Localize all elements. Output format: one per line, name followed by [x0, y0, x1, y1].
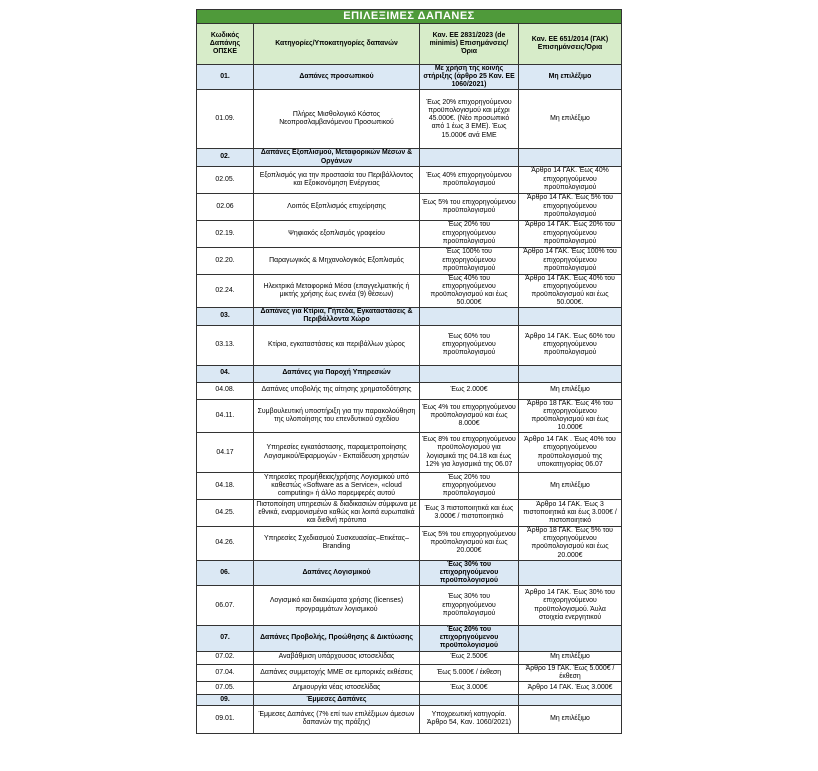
cell-gak: Άρθρο 14 ΓΑΚ. Έως 20% του επιχορηγούμενου προϋπολογισμού — [519, 220, 622, 247]
cell-gak: Άρθρο 18 ΓΑΚ. Έως 5% του επιχορηγούμενου προϋπολογισμού και έως 20.000€ — [519, 527, 622, 561]
cell-code: 04.18. — [197, 473, 254, 500]
cell-code: 04.25. — [197, 500, 254, 527]
table-row — [197, 382, 622, 399]
cell-de-minimis — [420, 308, 519, 325]
cell-category: Έμμεσες Δαπάνες — [254, 694, 420, 705]
cell-gak — [519, 626, 622, 651]
cell-de-minimis: Έως 20% του επιχορηγούμενου προϋπολογισμού — [420, 626, 519, 651]
cell-category: Υπηρεσίες προμήθειας/χρήσης Λογισμικού υπό καθεστώς «Software as a Service», «cloud computing» ή άλλο παρεμφερές αυτού — [254, 473, 420, 500]
cell-category: Συμβουλευτική υποστήριξη για την παρακολούθηση της υλοποίησης του επενδυτικού σχεδίου — [254, 399, 420, 433]
cell-code: 06. — [197, 560, 254, 585]
cell-de-minimis: Έως 20% επιχορηγούμενου προϋπολογισμού και μέχρι 45.000€. (Νέο προσωπικό από 1 έως 3 ΕΜΕ). Έως 15.000€ ανά ΕΜΕ — [420, 90, 519, 149]
cell-code: 07.04. — [197, 664, 254, 681]
cell-code: 04.08. — [197, 382, 254, 399]
cell-category: Πιστοποίηση υπηρεσιών & διαδικασιών σύμφωνα με εθνικά, εναρμονισμένα καθώς και λοιπά ευρωπαϊκά και διεθνή πρότυπα — [254, 500, 420, 527]
cell-code: 01.09. — [197, 90, 254, 149]
cell-gak: Άρθρο 14 ΓΑΚ. Έως 3 πιστοποιητικά και έως 3.000€ / πιστοποιητικό — [519, 500, 622, 527]
cell-de-minimis: Έως 30% του επιχορηγούμενου προϋπολογισμού — [420, 560, 519, 585]
cell-de-minimis: Έως 5% του επιχορηγούμενου προϋπολογισμού — [420, 193, 519, 220]
cell-de-minimis: Έως 100% του επιχορηγούμενου προϋπολογισμού — [420, 247, 519, 274]
table-row — [197, 651, 622, 664]
cell-gak: Άρθρο 19 ΓΑΚ. Έως 5.000€ / έκθεση — [519, 664, 622, 681]
cell-category: Δαπάνες Προβολής, Προώθησης & Δικτύωσης — [254, 626, 420, 651]
cell-de-minimis: Έως 3 πιστοποιητικά και έως 3.000€ / πιστοποιητικό — [420, 500, 519, 527]
cell-code: 04. — [197, 365, 254, 382]
table-row — [197, 527, 622, 561]
cell-gak: Μη επιλέξιμο — [519, 651, 622, 664]
table-row — [197, 247, 622, 274]
cell-de-minimis: Έως 40% επιχορηγούμενου προϋπολογισμού — [420, 166, 519, 193]
cell-de-minimis: Έως 5.000€ / έκθεση — [420, 664, 519, 681]
cell-gak: Άρθρο 14 ΓΑΚ. Έως 3.000€ — [519, 681, 622, 694]
cell-de-minimis: Έως 2.500€ — [420, 651, 519, 664]
table-row — [197, 90, 622, 149]
cell-category: Έμμεσες Δαπάνες (7% επί των επιλέξιμων άμεσων δαπανών της πράξης) — [254, 705, 420, 733]
cell-gak: Άρθρο 14 ΓΑΚ . Έως 40% του επιχορηγούμενου προϋπολογισμού της υποκατηγορίας 06.07 — [519, 433, 622, 473]
cell-category: Δαπάνες Λογισμικού — [254, 560, 420, 585]
cell-de-minimis: Έως 8% του επιχορηγούμενου προϋπολογισμού για λογισμικά της 04.18 και έως 12% για λογισμικά της 06.07 — [420, 433, 519, 473]
table-row — [197, 433, 622, 473]
table-row — [197, 220, 622, 247]
cell-code: 09.01. — [197, 705, 254, 733]
cell-code: 02.20. — [197, 247, 254, 274]
cell-category: Κτίρια, εγκαταστάσεις και περιβάλλων χώρος — [254, 325, 420, 365]
cell-category: Λογισμικό και δικαιώματα χρήσης (licenses) προγραμμάτων λογισμικού — [254, 586, 420, 626]
cell-code: 06.07. — [197, 586, 254, 626]
cell-gak — [519, 149, 622, 166]
cell-code: 02.05. — [197, 166, 254, 193]
cell-category: Πλήρες Μισθολογικό Κόστος Νεοπροσλαμβανόμενου Προσωπικού — [254, 90, 420, 149]
cell-gak: Άρθρο 14 ΓΑΚ. Έως 100% του επιχορηγούμενου προϋπολογισμού — [519, 247, 622, 274]
cell-category: Δαπάνες για Παροχή Υπηρεσιών — [254, 365, 420, 382]
eligible-expenses-table — [196, 9, 622, 734]
table-row — [197, 586, 622, 626]
cell-code: 04.11. — [197, 399, 254, 433]
table-row — [197, 193, 622, 220]
cell-code: 09. — [197, 694, 254, 705]
table-row — [197, 399, 622, 433]
cell-category: Υπηρεσίες Σχεδιασμού Συσκευασίας–Ετικέτας–Branding — [254, 527, 420, 561]
cell-de-minimis: Έως 5% του επιχορηγούμενου προϋπολογισμού και έως 20.000€ — [420, 527, 519, 561]
header-de-minimis: Καν. ΕΕ 2831/2023 (de minimis) Επισημάνσεις/Όρια — [420, 24, 519, 65]
cell-category: Δαπάνες συμμετοχής ΜΜΕ σε εμπορικές εκθέσεις — [254, 664, 420, 681]
cell-gak: Μη επιλέξιμο — [519, 65, 622, 90]
cell-gak: Μη επιλέξιμο — [519, 705, 622, 733]
table-row — [197, 664, 622, 681]
cell-gak: Άρθρο 14 ΓΑΚ. Έως 40% του επιχορηγούμενου προϋπολογισμού και έως 50.000€. — [519, 274, 622, 308]
cell-de-minimis: Έως 60% του επιχορηγούμενου προϋπολογισμού — [420, 325, 519, 365]
cell-gak — [519, 365, 622, 382]
cell-de-minimis: Έως 2.000€ — [420, 382, 519, 399]
cell-gak: Άρθρο 14 ΓΑΚ. Έως 40% επιχορηγούμενου προϋπολογισμού — [519, 166, 622, 193]
cell-de-minimis: Με χρήση της κοινής στήριξης (άρθρο 25 Καν. ΕΕ 1060/2021) — [420, 65, 519, 90]
cell-code: 02.19. — [197, 220, 254, 247]
cell-code: 02.06 — [197, 193, 254, 220]
cell-de-minimis — [420, 149, 519, 166]
cell-gak: Άρθρο 18 ΓΑΚ. Έως 4% του επιχορηγούμενου προϋπολογισμού και έως 10.000€ — [519, 399, 622, 433]
cell-category: Λοιπός Εξοπλισμός επιχείρησης — [254, 193, 420, 220]
cell-gak — [519, 694, 622, 705]
cell-de-minimis: Έως 30% του επιχορηγούμενου προϋπολογισμού — [420, 586, 519, 626]
cell-category: Δαπάνες υποβολής της αίτησης χρηματοδότησης — [254, 382, 420, 399]
table-row — [197, 166, 622, 193]
cell-category: Δημιουργία νέας ιστοσελίδας — [254, 681, 420, 694]
cell-de-minimis — [420, 694, 519, 705]
table-row — [197, 274, 622, 308]
cell-code: 04.17 — [197, 433, 254, 473]
cell-de-minimis: Έως 3.000€ — [420, 681, 519, 694]
section-row — [197, 365, 622, 382]
cell-de-minimis — [420, 365, 519, 382]
header-code: Κωδικός Δαπάνης ΟΠΣΚΕ — [197, 24, 254, 65]
cell-category: Παραγωγικός & Μηχανολογικός Εξοπλισμός — [254, 247, 420, 274]
cell-gak: Άρθρο 14 ΓΑΚ. Έως 60% του επιχορηγούμενου προϋπολογισμού — [519, 325, 622, 365]
cell-category: Υπηρεσίες εγκατάστασης, παραμετροποίησης Λογισμικού/Εφαρμογών - Εκπαίδευση χρηστών — [254, 433, 420, 473]
cell-category: Αναβάθμιση υπάρχουσας ιστοσελίδας — [254, 651, 420, 664]
table-row — [197, 325, 622, 365]
cell-code: 07. — [197, 626, 254, 651]
cell-gak: Άρθρο 14 ΓΑΚ. Έως 5% του επιχορηγούμενου προϋπολογισμού — [519, 193, 622, 220]
table-title: ΕΠΙΛΕΞΙΜΕΣ ΔΑΠΑΝΕΣ — [197, 10, 622, 24]
section-row — [197, 149, 622, 166]
cell-gak: Άρθρο 14 ΓΑΚ. Έως 30% του επιχορηγούμενου προϋπολογισμού. Άυλα στοιχεία ενεργητικού — [519, 586, 622, 626]
header-row — [197, 24, 622, 65]
cell-gak — [519, 560, 622, 585]
header-category: Κατηγορίες/Υποκατηγορίες δαπανών — [254, 24, 420, 65]
cell-code: 07.05. — [197, 681, 254, 694]
table-title-row — [197, 10, 622, 24]
cell-de-minimis: Υποχρεωτική κατηγορία. Άρθρο 54, Καν. 1060/2021) — [420, 705, 519, 733]
header-gak: Καν. ΕΕ 651/2014 (ΓΑΚ) Επισημάνσεις/Όρια — [519, 24, 622, 65]
cell-category: Ψηφιακός εξοπλισμός γραφείου — [254, 220, 420, 247]
cell-code: 03. — [197, 308, 254, 325]
table-row — [197, 681, 622, 694]
cell-category: Εξοπλισμός για την προστασία του Περιβάλλοντος και Εξοικονόμηση Ενέργειας — [254, 166, 420, 193]
table-row — [197, 473, 622, 500]
section-row — [197, 560, 622, 585]
cell-code: 02. — [197, 149, 254, 166]
cell-gak: Μη επιλέξιμο — [519, 382, 622, 399]
cell-gak — [519, 308, 622, 325]
cell-de-minimis: Έως 4% του επιχορηγούμενου προϋπολογισμού και έως 8.000€ — [420, 399, 519, 433]
cell-code: 03.13. — [197, 325, 254, 365]
section-row — [197, 626, 622, 651]
cell-code: 01. — [197, 65, 254, 90]
section-row — [197, 308, 622, 325]
cell-gak: Μη επιλέξιμο — [519, 473, 622, 500]
section-row — [197, 65, 622, 90]
table-row — [197, 500, 622, 527]
table-row — [197, 705, 622, 733]
cell-category: Δαπάνες Εξοπλισμού, Μεταφορικών Μέσων & Οργάνων — [254, 149, 420, 166]
cell-category: Δαπάνες για Κτίρια, Γήπεδα, Εγκαταστάσεις & Περιβάλλοντα Χώρο — [254, 308, 420, 325]
cell-de-minimis: Έως 20% του επιχορηγούμενου προϋπολογισμού — [420, 473, 519, 500]
cell-gak: Μη επιλέξιμο — [519, 90, 622, 149]
cell-code: 07.02. — [197, 651, 254, 664]
cell-code: 02.24. — [197, 274, 254, 308]
cell-code: 04.26. — [197, 527, 254, 561]
section-row — [197, 694, 622, 705]
cell-category: Δαπάνες προσωπικού — [254, 65, 420, 90]
cell-category: Ηλεκτρικά Μεταφορικά Μέσα (επαγγελματικής ή μικτής χρήσης έως εννέα (9) θέσεων) — [254, 274, 420, 308]
cell-de-minimis: Έως 40% του επιχορηγούμενου προϋπολογισμού και έως 50.000€ — [420, 274, 519, 308]
cell-de-minimis: Έως 20% του επιχορηγούμενου προϋπολογισμού — [420, 220, 519, 247]
